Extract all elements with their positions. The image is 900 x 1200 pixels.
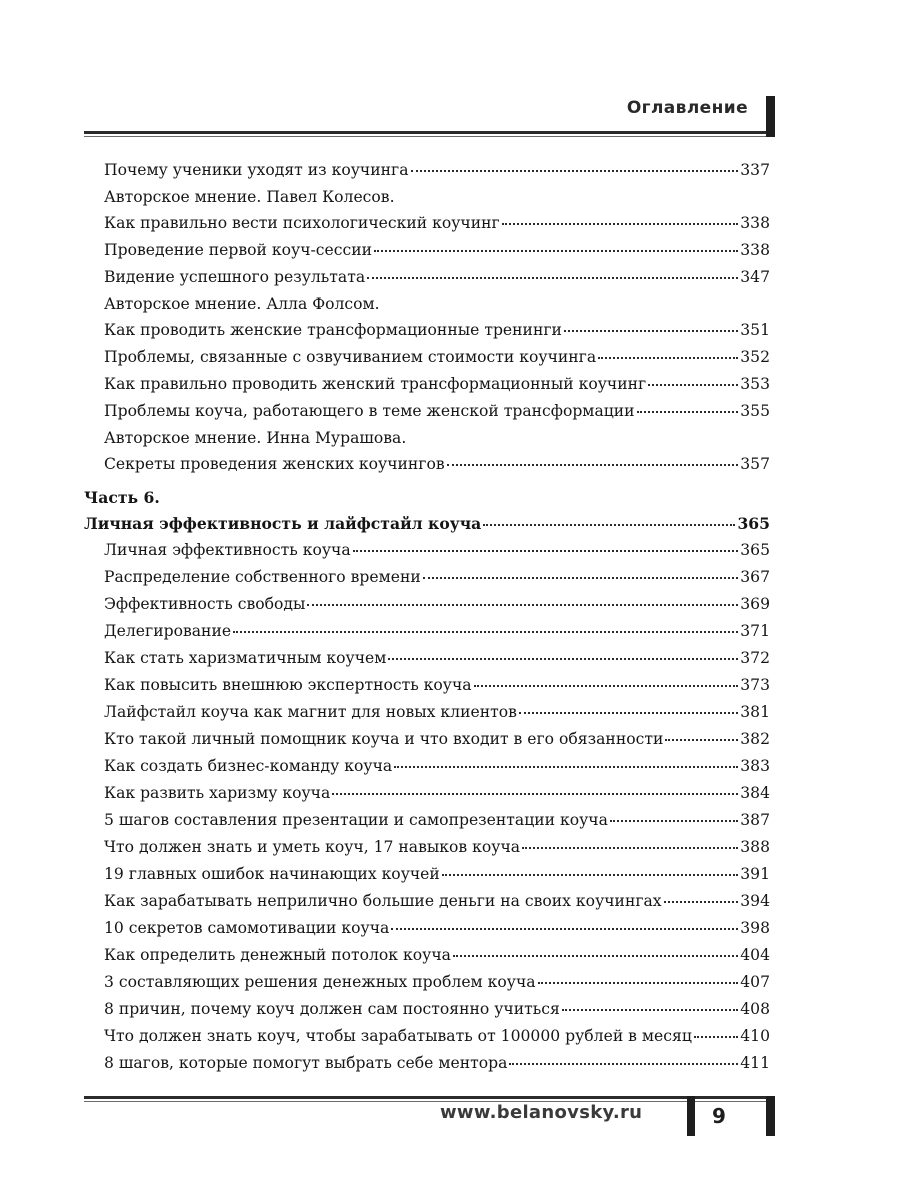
toc-entry [84,161,770,188]
toc-entry-page: 382 [740,730,770,748]
toc-entry-page: 411 [740,1054,770,1072]
toc-entry [84,649,770,676]
toc-leader-dots [332,793,738,795]
toc-entry [84,676,770,703]
toc-leader-dots [423,577,738,579]
toc-entry-page: 407 [740,973,770,991]
toc-leader-dots [367,277,738,279]
toc-entry-page: 369 [740,595,770,613]
toc-entry [84,268,770,295]
toc-leader-dots [562,1009,738,1011]
toc-entry [84,429,770,455]
toc-leader-dots [665,739,738,741]
toc-entry-page: 408 [740,1000,770,1018]
toc-entry [84,784,770,811]
header-rule [84,131,766,134]
toc-entry-title: Секреты проведения женских коучингов [104,455,445,473]
toc-leader-dots [353,550,739,552]
toc-entry [84,703,770,730]
toc-entry-title: 19 главных ошибок начинающих коучей [104,865,440,883]
toc-part-heading [84,488,770,514]
toc-entry [84,188,770,214]
toc-entry-page: 387 [740,811,770,829]
toc-entry-title: Почему ученики уходят из коучинга [104,161,409,179]
toc-leader-dots [391,928,738,930]
toc-entry-title: 8 причин, почему коуч должен сам постоянно учиться [104,1000,560,1018]
toc-entry-title: Как правильно проводить женский трансформационный коучинг [104,375,647,393]
toc-leader-dots [307,604,738,606]
toc-entry-page: 351 [740,321,770,339]
footer-bar-right [766,1096,775,1136]
toc-entry-title: Авторское мнение. Павел Колесов. [104,188,395,206]
toc-leader-dots [483,524,735,526]
toc-entry [84,973,770,1000]
toc-leader-dots [453,955,738,957]
toc-entry [84,757,770,784]
toc-entry-title: Проведение первой коуч-сессии [104,241,373,259]
toc-entry [84,811,770,838]
toc-entry [84,541,770,568]
toc-entry-title: Лайфстайл коуча как магнит для новых клиентов [104,703,517,721]
toc-entry [84,514,770,541]
toc-entry [84,214,770,241]
toc-entry-page: 394 [740,892,770,910]
toc-entry-title: Как зарабатывать неприлично большие деньги на своих коучингах [104,892,662,910]
toc-entry-page: 367 [740,568,770,586]
toc-entry [84,1000,770,1027]
toc-entry-page: 384 [740,784,770,802]
footer-bar-left [687,1096,695,1136]
toc-entry [84,1027,770,1054]
toc-entry-page: 398 [740,919,770,937]
toc-leader-dots [664,901,739,903]
toc-entry-page: 352 [740,348,770,366]
toc-leader-dots [474,685,739,687]
header-rule-thin [84,136,766,137]
toc-entry-page: 365 [737,514,770,533]
toc-entry-title: 8 шагов, которые помогут выбрать себе ментора [104,1054,508,1072]
toc-entry [84,1054,770,1081]
toc-entry-page: 381 [740,703,770,721]
toc-entry [84,455,770,482]
toc-entry-title: Как правильно вести психологический коучинг [104,214,500,232]
toc-leader-dots [447,464,739,466]
toc-entry-page: 338 [740,241,770,259]
toc-leader-dots [388,658,738,660]
toc-entry-title: Как повысить внешнюю экспертность коуча [104,676,472,694]
toc-entry-title: 5 шагов составления презентации и самопрезентации коуча [104,811,608,829]
toc-entry [84,622,770,649]
toc-entry-page: 383 [740,757,770,775]
toc-entry-title: Как развить харизму коуча [104,784,331,802]
toc-leader-dots [648,384,738,386]
toc-leader-dots [502,223,739,225]
header-edge-bar [766,96,775,137]
footer-website: www.belanovsky.ru [440,1102,643,1123]
toc-entry [84,241,770,268]
toc-leader-dots [519,712,738,714]
toc-entry-title: Эффективность свободы [104,595,306,613]
toc-entry-page: 347 [740,268,770,286]
toc-entry-title: Авторское мнение. Инна Мурашова. [104,429,407,447]
toc-entry [84,865,770,892]
toc-leader-dots [598,357,738,359]
toc-leader-dots [233,631,738,633]
toc-entry-title: Что должен знать коуч, чтобы зарабатывать от 100000 рублей в месяц [104,1027,692,1045]
toc-entry [84,919,770,946]
footer-rule [84,1096,766,1099]
toc-entry-page: 373 [740,676,770,694]
toc-leader-dots [564,330,738,332]
toc-entry [84,595,770,622]
toc-entry-page: 338 [740,214,770,232]
toc-entry-title: Кто такой личный помощник коуча и что входит в его обязанности [104,730,664,748]
footer-rule-thin [84,1101,766,1102]
toc-entry-title: Как определить денежный потолок коуча [104,946,451,964]
toc-leader-dots [538,982,739,984]
toc-entry [84,348,770,375]
toc-entry [84,568,770,595]
toc-entry-page: 353 [740,375,770,393]
toc-leader-dots [374,250,738,252]
toc-entry-page: 388 [740,838,770,856]
toc-entry-title: Как стать харизматичным коучем [104,649,387,667]
toc-leader-dots [610,820,738,822]
toc-entry-page: 337 [740,161,770,179]
running-head [0,0,900,140]
running-head-title: Оглавление [626,98,748,118]
toc-entry-page: 372 [740,649,770,667]
toc-entry-title: Авторское мнение. Алла Фолсом. [104,295,380,313]
toc-entry [84,730,770,757]
toc-entry [84,321,770,348]
table-of-contents [84,161,770,1081]
toc-entry-title: Личная эффективность коуча [104,541,351,559]
toc-entry-title: 10 секретов самомотивации коуча [104,919,390,937]
toc-entry [84,892,770,919]
toc-entry-title: Проблемы, связанные с озвучиванием стоимости коучинга [104,348,597,366]
toc-entry-page: 391 [740,865,770,883]
page-number: 9 [712,1104,726,1128]
toc-entry-title: Как создать бизнес-команду коуча [104,757,393,775]
toc-entry-title: Видение успешного результата [104,268,366,286]
toc-entry [84,375,770,402]
toc-entry-title: Что должен знать и уметь коуч, 17 навыков коуча [104,838,521,856]
toc-leader-dots [442,874,738,876]
toc-entry-title: Часть 6. [84,488,160,507]
toc-leader-dots [694,1036,738,1038]
toc-entry-page: 410 [740,1027,770,1045]
toc-leader-dots [637,411,739,413]
toc-entry-page: 371 [740,622,770,640]
toc-leader-dots [394,766,738,768]
toc-entry-title: Делегирование [104,622,232,640]
toc-entry-title: Распределение собственного времени [104,568,421,586]
toc-entry-title: Как проводить женские трансформационные тренинги [104,321,562,339]
toc-entry-page: 365 [740,541,770,559]
toc-entry-title: Личная эффективность и лайфстайл коуча [84,514,482,533]
toc-entry-title: 3 составляющих решения денежных проблем коуча [104,973,536,991]
toc-entry [84,838,770,865]
toc-leader-dots [411,170,739,172]
toc-entry-page: 355 [740,402,770,420]
toc-entry [84,946,770,973]
toc-leader-dots [522,847,738,849]
toc-entry-title: Проблемы коуча, работающего в теме женской трансформации [104,402,635,420]
toc-entry [84,295,770,321]
toc-leader-dots [509,1063,738,1065]
toc-entry-page: 357 [740,455,770,473]
toc-entry [84,402,770,429]
toc-entry-page: 404 [740,946,770,964]
